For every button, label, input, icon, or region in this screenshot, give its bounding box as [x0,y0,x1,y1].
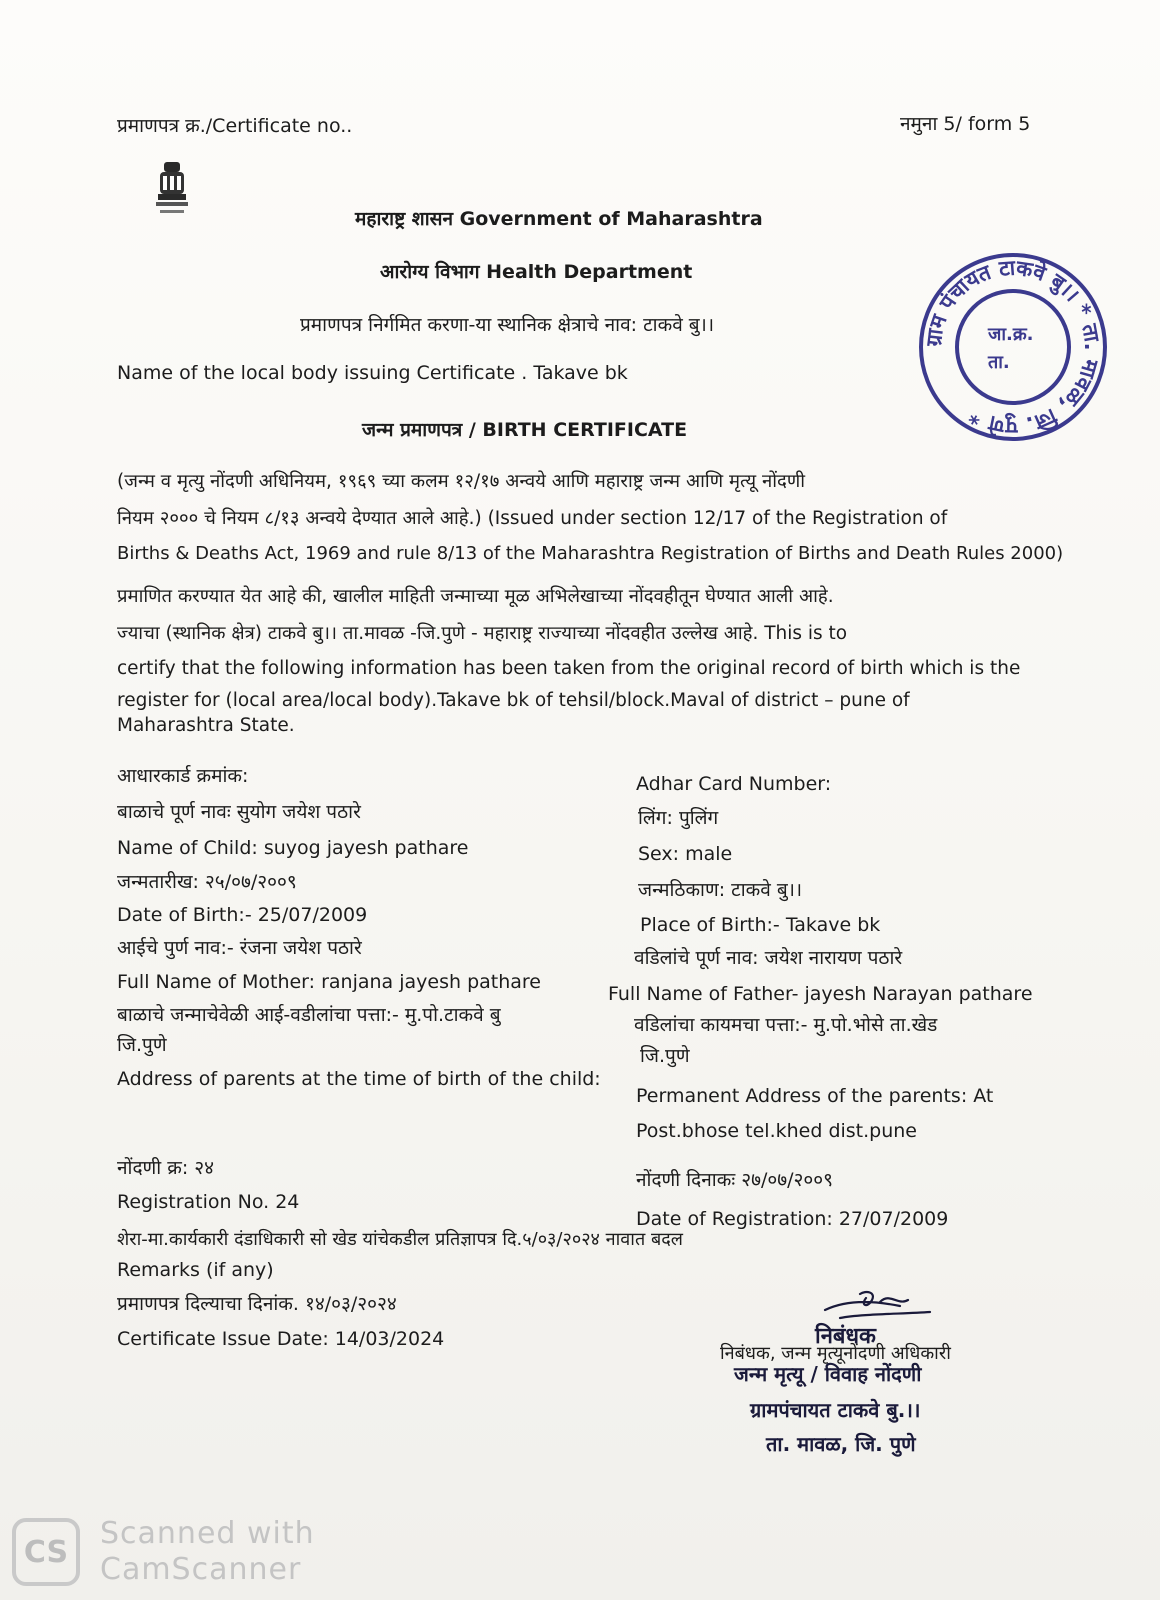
national-emblem-icon [150,160,194,220]
permanent-address-1: Permanent Address of the parents: At [636,1085,994,1107]
child-name: Name of Child: suyog jayesh pathare [117,837,469,859]
certify-text-line3: certify that the following information has been taken from the original record of birth which is the [117,658,1021,679]
registration-number: Registration No. 24 [117,1191,300,1213]
remarks-label: Remarks (if any) [117,1259,274,1281]
sex-marathi: लिंग: पुलिंग [638,807,719,829]
certify-text-line2: ज्याचा (स्थानिक क्षेत्र) टाकवे बु।। ता.मावळ -जि.पुणे - महाराष्ट्र राज्याच्या नोंदवहीत उल्लेख आहे. This is to [117,623,848,644]
mother-name-marathi: आईचे पुर्ण नाव:- रंजना जयेश पठारे [117,937,362,959]
camscanner-logo-icon: CS [12,1518,80,1586]
certify-text-line5: Maharashtra State. [117,715,295,736]
birth-address-label: Address of parents at the time of birth of the child: [117,1068,601,1090]
place-of-birth: Place of Birth:- Takave bk [640,914,881,936]
birth-address-marathi-2: जि.पुणे [117,1034,167,1056]
issue-date-marathi: प्रमाणपत्र दिल्याचा दिनांक. १४/०३/२०२४ [117,1293,397,1315]
seal-inner-line1: जा.क्र. [988,324,1034,345]
registrar-stamp-line1: निबंधक [815,1324,876,1349]
child-name-marathi: बाळाचे पूर्ण नावः सुयोग जयेश पठारे [117,801,361,823]
registrar-stamp-line2: जन्म मृत्यू / विवाह नोंदणी [734,1362,922,1386]
local-body-english: Name of the local body issuing Certificate . Takave bk [117,362,628,384]
act-text-line1: (जन्म व मृत्यु नोंदणी अधिनियम, १९६९ च्या कलम १२/१७ अन्वये आणि महाराष्ट्र जन्म आणि मृत्यू नोंदणी [117,471,806,492]
father-name-marathi: वडिलांचे पूर्ण नाव: जयेश नारायण पठारे [634,947,903,969]
registrar-stamp-line3: ग्रामपंचायत टाकवे बु.।। [750,1398,921,1422]
act-text-line3: Births & Deaths Act, 1969 and rule 8/13 of the Maharashtra Registration of Births and Death Rules 2000) [117,543,1064,564]
gram-panchayat-seal [918,252,1108,442]
act-text-line2: नियम २००० चे नियम ८/१३ अन्वये देण्यात आले आहे.) (Issued under section 12/17 of the Registration of [117,508,948,529]
local-body-marathi: प्रमाणपत्र निर्गमित करणा-या स्थानिक क्षेत्राचे नाव: टाकवे बु।। [300,314,715,336]
registration-date-marathi: नोंदणी दिनाकः २७/०७/२००९ [636,1169,834,1191]
place-of-birth-marathi: जन्मठिकाण: टाकवे बु।। [638,879,803,901]
certify-text-line1: प्रमाणित करण्यात येत आहे की, खालील माहिती जन्माच्या मूळ अभिलेखाच्या नोंदवहीतून घेण्यात आली आहे. [117,586,834,607]
seal-outer-text: ग्राम पंचायत टाकवे बु।। * ता. मावळ, जि. पुणे * [921,255,1105,439]
certificate-number: प्रमाणपत्र क्र./Certificate no.. [117,115,353,137]
registrar-printed-title: निबंधक, जन्म मृत्यूनोंदणी अधिकारी [720,1343,951,1364]
mother-name: Full Name of Mother: ranjana jayesh pathare [117,971,541,993]
dob-marathi: जन्मतारीख: २५/०७/२००९ [117,871,297,893]
father-name: Full Name of Father- jayesh Narayan pathare [608,983,1033,1005]
certify-text-line4: register for (local area/local body).Takave bk of tehsil/block.Maval of district – pune of [117,690,910,711]
date-of-birth: Date of Birth:- 25/07/2009 [117,904,368,926]
remarks-marathi: शेरा-मा.कार्यकारी दंडाधिकारी सो खेड यांचेकडील प्रतिज्ञापत्र दि.५/०३/२०२४ नावात बदल [117,1229,683,1250]
registration-date: Date of Registration: 27/07/2009 [636,1208,949,1230]
birth-address-marathi-1: बाळाचे जन्माचेवेळी आई-वडीलांचा पत्ता:- मु.पो.टाकवे बु [117,1004,501,1026]
seal-inner-line2: ता. [988,352,1010,373]
permanent-address-marathi-2: जि.पुणे [640,1045,690,1067]
watermark-line2: CamScanner [100,1552,302,1587]
aadhar-label: Adhar Card Number: [636,773,832,795]
sex: Sex: male [638,843,733,865]
certificate-issue-date: Certificate Issue Date: 14/03/2024 [117,1328,445,1350]
permanent-address-2: Post.bhose tel.khed dist.pune [636,1120,918,1142]
certificate-title: जन्म प्रमाणपत्र / BIRTH CERTIFICATE [362,419,688,441]
camscanner-watermark [100,1516,315,1588]
registration-number-marathi: नोंदणी क्र: २४ [117,1157,215,1179]
department-heading: आरोग्य विभाग Health Department [380,261,693,283]
registrar-stamp-line4: ता. मावळ, जि. पुणे [766,1432,916,1456]
form-number: नमुना 5/ form 5 [900,113,1031,135]
watermark-line1: Scanned with [100,1516,315,1551]
aadhar-label-marathi: आधारकार्ड क्रमांक: [117,765,249,787]
permanent-address-marathi-1: वडिलांचा कायमचा पत्ता:- मु.पो.भोसे ता.खेड [634,1014,938,1036]
government-heading: महाराष्ट्र शासन Government of Maharashtra [355,208,763,230]
